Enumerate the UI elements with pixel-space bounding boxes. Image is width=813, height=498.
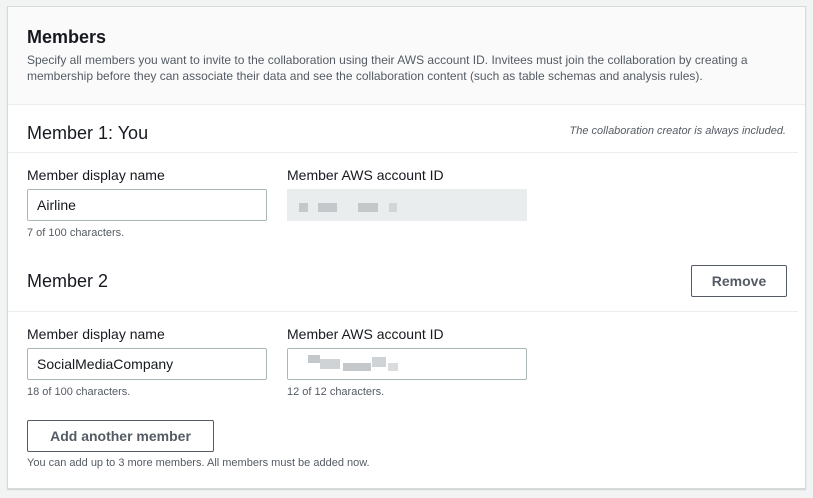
member-1-display-name-input[interactable]: Airline (27, 189, 267, 221)
panel-title: Members (27, 27, 107, 47)
redacted-block (388, 363, 398, 371)
add-another-member-button[interactable]: Add another member (27, 420, 214, 452)
add-member-hint: You can add up to 3 more members. All members must be added now. (27, 457, 370, 469)
member-2-account-id-hint: 12 of 12 characters. (287, 386, 385, 398)
member-1-display-name-label: Member display name (27, 167, 165, 183)
member-1-title: Member 1: You (27, 123, 149, 143)
member-1-display-name-hint: 7 of 100 characters. (27, 227, 125, 239)
member-2-divider (8, 311, 798, 312)
member-1-account-id-field (287, 189, 527, 221)
member-2-account-id-label: Member AWS account ID (287, 326, 444, 342)
member-1-divider (8, 152, 798, 153)
redacted-block (320, 359, 340, 369)
redacted-block (343, 363, 371, 371)
member-1-account-id-label: Member AWS account ID (287, 167, 444, 183)
members-panel (7, 6, 806, 489)
redacted-block (299, 203, 308, 212)
redacted-block (318, 203, 337, 212)
panel-header (8, 7, 805, 105)
member-2-display-name-label: Member display name (27, 326, 165, 342)
redacted-block (308, 355, 320, 363)
remove-member-button[interactable]: Remove (691, 265, 787, 297)
member-2-display-name-hint: 18 of 100 characters. (27, 386, 131, 398)
member-2-account-id-input[interactable] (287, 348, 527, 380)
redacted-block (372, 357, 386, 367)
member-2-title: Member 2 (27, 271, 109, 291)
member-1-note: The collaboration creator is always included. (569, 125, 786, 137)
redacted-block (358, 203, 378, 212)
redacted-block (389, 203, 397, 212)
member-2-display-name-input[interactable]: SocialMediaCompany (27, 348, 267, 380)
panel-description: Specify all members you want to invite to the collaboration using their AWS account ID. Invitees must join the collaboration by creating a membership before they can associate their data and see the collaboration content (such as table schemas and analysis rules). (27, 53, 748, 83)
